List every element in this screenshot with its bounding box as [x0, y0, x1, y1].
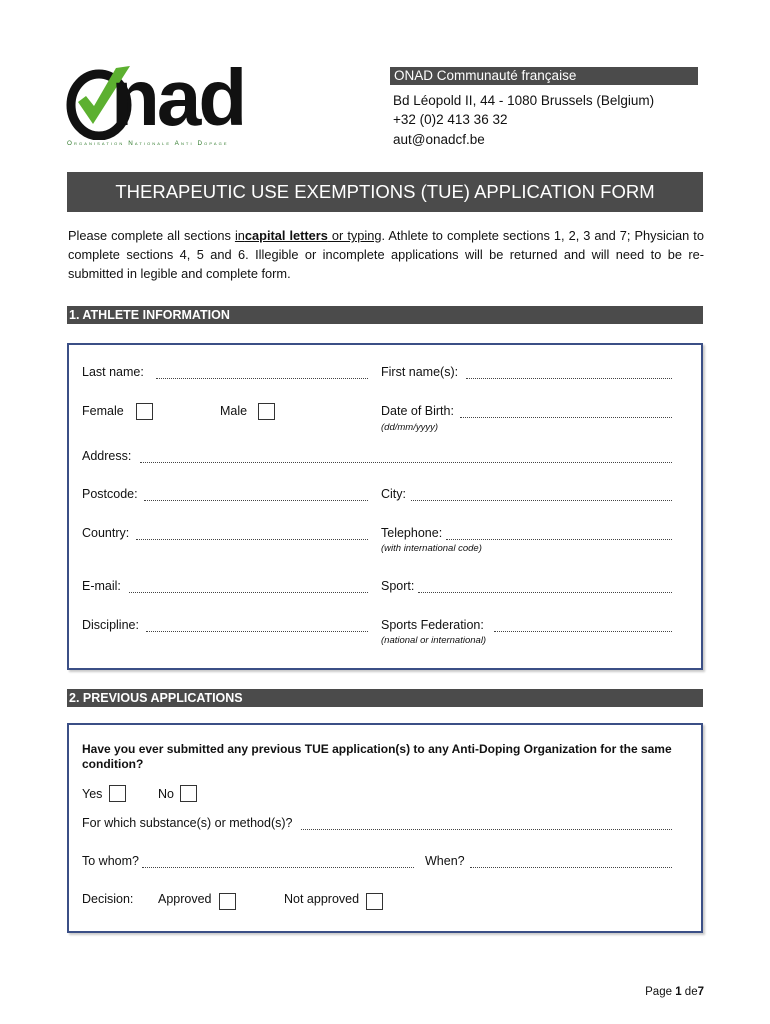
postcode-label: Postcode:	[82, 487, 138, 501]
logo-wordmark: nad	[111, 53, 245, 142]
when-field[interactable]	[470, 867, 672, 868]
federation-field[interactable]	[494, 631, 672, 632]
org-email[interactable]: aut@onadcf.be	[393, 132, 485, 147]
dob-hint: (dd/mm/yyyy)	[381, 422, 438, 433]
substances-label: For which substance(s) or method(s)?	[82, 816, 293, 830]
approved-label: Approved	[158, 892, 212, 906]
logo-subtitle: Organisation Nationale Anti Dopage	[67, 140, 229, 147]
city-field[interactable]	[411, 500, 672, 501]
no-label: No	[158, 787, 174, 801]
dob-field[interactable]	[460, 417, 672, 418]
female-checkbox[interactable]	[136, 403, 153, 420]
male-checkbox[interactable]	[258, 403, 275, 420]
not-approved-label: Not approved	[284, 892, 360, 906]
intro-text	[68, 226, 704, 283]
last-name-label: Last name:	[82, 365, 144, 379]
to-whom-field[interactable]	[142, 867, 414, 868]
org-address: Bd Léopold II, 44 - 1080 Brussels (Belgium)	[393, 93, 655, 108]
telephone-label: Telephone:	[381, 526, 443, 540]
page-number: 1	[675, 986, 682, 998]
federation-label: Sports Federation:	[381, 618, 484, 632]
female-label: Female	[82, 404, 124, 418]
yes-label: Yes	[82, 787, 103, 801]
section2-header: 2. PREVIOUS APPLICATIONS	[67, 689, 703, 707]
dob-label: Date of Birth:	[381, 404, 454, 418]
telephone-field[interactable]	[446, 539, 672, 540]
yes-checkbox[interactable]	[109, 785, 126, 802]
address-field[interactable]	[140, 462, 672, 463]
email-field[interactable]	[129, 592, 368, 593]
page-footer	[645, 986, 704, 998]
sport-field[interactable]	[418, 592, 672, 593]
address-label: Address:	[82, 449, 132, 463]
form-title: THERAPEUTIC USE EXEMPTIONS (TUE) APPLICATION FORM	[67, 172, 703, 212]
not-approved-checkbox[interactable]	[366, 893, 383, 910]
intro-in: in	[234, 228, 245, 243]
male-label: Male	[220, 404, 248, 418]
city-label: City:	[381, 487, 406, 501]
substances-field[interactable]	[301, 829, 672, 830]
last-name-field[interactable]	[156, 378, 368, 379]
discipline-label: Discipline:	[82, 618, 139, 632]
approved-checkbox[interactable]	[219, 893, 236, 910]
intro-or-typing: or typing	[327, 228, 382, 243]
country-field[interactable]	[136, 539, 368, 540]
decision-label: Decision:	[82, 892, 134, 906]
section1-header: 1. ATHLETE INFORMATION	[67, 306, 703, 324]
page-word: Page	[645, 986, 672, 998]
org-name: ONAD Communauté française	[390, 67, 698, 85]
postcode-field[interactable]	[144, 500, 368, 501]
page-total: 7	[697, 986, 704, 998]
previous-tue-question: Have you ever submitted any previous TUE application(s) to any Anti-Doping Organization for the same condition?	[82, 742, 672, 771]
email-label: E-mail:	[82, 579, 121, 593]
of-word: de	[684, 986, 698, 998]
first-names-label: First name(s):	[381, 365, 459, 379]
first-names-field[interactable]	[466, 378, 672, 379]
sport-label: Sport:	[381, 579, 415, 593]
discipline-field[interactable]	[146, 631, 368, 632]
intro-part1: Please complete all sections	[68, 228, 235, 243]
country-label: Country:	[82, 526, 130, 540]
federation-hint: (national or international)	[381, 635, 487, 646]
intro-part2: . Athlete to complete sections 1, 2, 3 and 7; Physician to complete sections 4, 5 and 6. Illegible or incomplete applications will be returned and will need to be re-submitted in legible and complete form.	[68, 228, 704, 281]
to-whom-label: To whom?	[82, 854, 139, 868]
no-checkbox[interactable]	[180, 785, 197, 802]
org-phone: +32 (0)2 413 36 32	[393, 112, 508, 127]
intro-capital-letters: capital letters	[244, 228, 328, 243]
when-label: When?	[425, 854, 465, 868]
telephone-hint: (with international code)	[381, 543, 482, 554]
